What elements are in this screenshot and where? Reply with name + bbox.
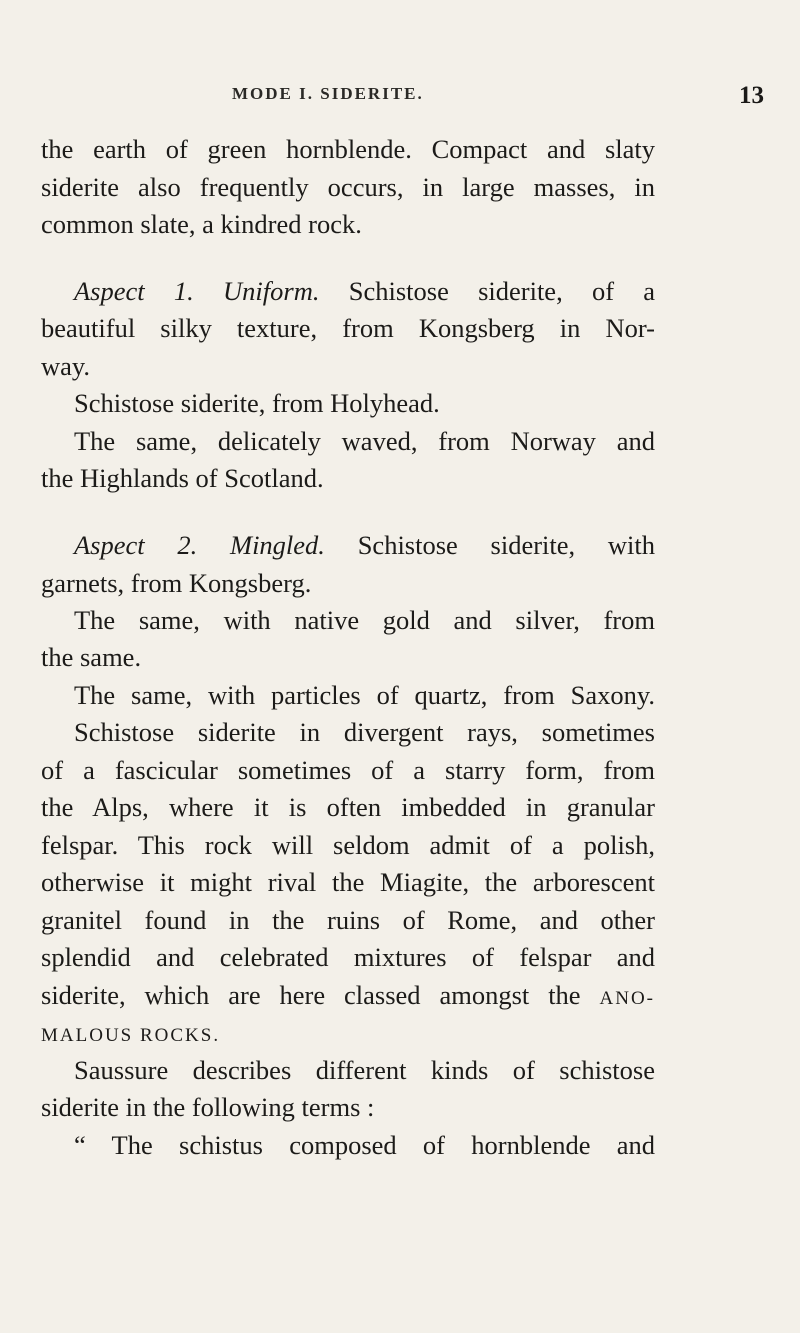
text-line: granitel found in the ruins of Rome, and other (41, 905, 655, 935)
text-line: common slate, a kindred rock. (41, 209, 362, 239)
page-number: 13 (739, 82, 764, 109)
text-run: siderite, which are here classed amongst the (41, 980, 581, 1010)
aspect-heading-line (74, 528, 655, 562)
text-line: felspar. This rock will seldom admit of a polish, (41, 830, 655, 860)
aspect-type: Mingled. (230, 530, 325, 560)
aspect-heading-line (74, 274, 655, 308)
text-run: Schistose siderite, with (357, 530, 656, 560)
aspect-label: Aspect 2. (74, 530, 198, 560)
running-head (0, 84, 800, 114)
text-line: The same, with native gold and silver, from (74, 605, 655, 635)
text-line: the same. (41, 642, 142, 672)
text-line (41, 1015, 655, 1053)
quoted-line: “ The schistus composed of hornblende and (74, 1130, 655, 1160)
text-line: splendid and celebrated mixtures of felspar and (41, 942, 655, 972)
text-line: beautiful silky texture, from Kongsberg in Nor- (41, 313, 655, 343)
running-title: MODE I. SIDERITE. (232, 84, 424, 103)
text-run: Schistose siderite, of a (348, 276, 656, 306)
text-line: garnets, from Kongsberg. (41, 568, 312, 598)
text-line: of a fascicular sometimes of a starry form, from (41, 755, 655, 785)
text-line (41, 978, 655, 1016)
small-caps-run: ANO- (599, 988, 655, 1009)
text-line: way. (41, 351, 91, 381)
text-line: otherwise it might rival the Miagite, the arborescent (41, 867, 655, 897)
text-line: Schistose siderite, from Holyhead. (74, 388, 440, 418)
text-line: siderite in the following terms : (41, 1092, 375, 1122)
text-line: siderite also frequently occurs, in large masses, in (41, 172, 655, 202)
aspect-type: Uniform. (223, 276, 320, 306)
text-line: the earth of green hornblende. Compact and slaty (41, 134, 655, 164)
text-line: Saussure describes different kinds of schistose (74, 1055, 655, 1085)
text-line: the Alps, where it is often imbedded in granular (41, 792, 655, 822)
small-caps-run: MALOUS ROCKS. (41, 1025, 221, 1046)
text-line: the Highlands of Scotland. (41, 463, 324, 493)
aspect-label: Aspect 1. (74, 276, 194, 306)
text-line: The same, with particles of quartz, from Saxony. (74, 680, 655, 710)
text-line: Schistose siderite in divergent rays, sometimes (74, 717, 655, 747)
text-line: The same, delicately waved, from Norway and (74, 426, 655, 456)
